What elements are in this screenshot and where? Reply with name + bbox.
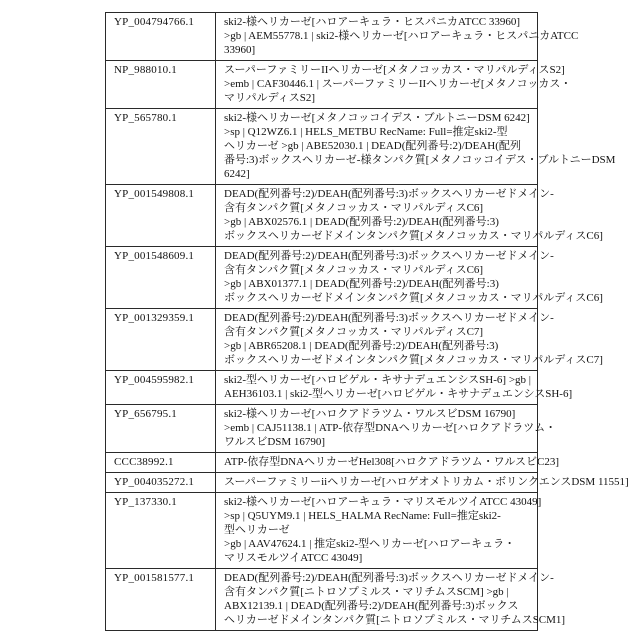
accession-cell bbox=[106, 569, 216, 631]
accession-id: YP_001329359.1 bbox=[114, 312, 195, 324]
accession-cell bbox=[106, 185, 216, 247]
description-line: マリパルディスS2] bbox=[224, 92, 316, 104]
accession-cell bbox=[106, 405, 216, 453]
description-line: >gb | AEM55778.1 | ski2-様ヘリカーゼ[ハロアーキュラ・ヒスパニカATCC bbox=[224, 30, 579, 42]
description-line: >gb | ABR65208.1 | DEAD(配列番号:2)/DEAH(配列番号:3) bbox=[224, 340, 499, 352]
accession-id: NP_988010.1 bbox=[114, 64, 178, 76]
description-cell bbox=[216, 473, 629, 493]
accession-id: YP_004794766.1 bbox=[114, 16, 195, 28]
description-line: 含有タンパク質[メタノコッカス・マリパルディスC6] bbox=[224, 264, 484, 276]
description-cell bbox=[216, 371, 573, 405]
description-cell bbox=[216, 453, 559, 473]
table-row bbox=[106, 453, 538, 473]
description-line: >sp | Q5UYM9.1 | HELS_HALMA RecName: Full=推定ski2- bbox=[224, 510, 501, 522]
description-cell bbox=[216, 569, 566, 631]
description-line: スーパーファミリーiiヘリカーゼ[ハロゲオメトリカム・ボリンクエンスDSM 11551] bbox=[224, 476, 629, 488]
description-cell bbox=[216, 61, 572, 109]
description-line: スーパーファミリーIIヘリカーゼ[メタノコッカス・マリパルディスS2] bbox=[224, 64, 565, 76]
description-line: DEAD(配列番号:2)/DEAH(配列番号:3)ボックスヘリカーゼドメイン- bbox=[224, 312, 554, 324]
accession-cell bbox=[106, 309, 216, 371]
accession-id: YP_004595982.1 bbox=[114, 374, 195, 386]
accession-id: YP_565780.1 bbox=[114, 112, 178, 124]
sequence-hit-table bbox=[105, 12, 629, 631]
description-line: ski2-様ヘリカーゼ[ハロクアドラツム・ワルスビDSM 16790] bbox=[224, 408, 516, 420]
description-line: ボックスヘリカーゼドメインタンパク質[メタノコッカス・マリパルディスC6] bbox=[224, 292, 603, 304]
description-line: 型ヘリカーゼ bbox=[224, 524, 290, 536]
table-row bbox=[106, 185, 538, 247]
description-cell bbox=[216, 309, 603, 371]
accession-id: YP_001549808.1 bbox=[114, 188, 195, 200]
description-line: >emb | CAF30446.1 | スーパーファミリーIIヘリカーゼ[メタノコッカス・ bbox=[224, 78, 572, 90]
accession-id: YP_001548609.1 bbox=[114, 250, 195, 262]
description-cell bbox=[216, 185, 603, 247]
accession-cell bbox=[106, 371, 216, 405]
accession-cell bbox=[106, 109, 216, 185]
description-line: DEAD(配列番号:2)/DEAH(配列番号:3)ボックスヘリカーゼドメイン- bbox=[224, 250, 554, 262]
table-row bbox=[106, 247, 538, 309]
accession-id: YP_001581577.1 bbox=[114, 572, 195, 584]
description-line: 含有タンパク質[メタノコッカス・マリパルディスC7] bbox=[224, 326, 484, 338]
description-line: ヘリカーゼ >gb | ABE52030.1 | DEAD(配列番号:2)/DEAH(配列 bbox=[224, 140, 521, 152]
description-cell bbox=[216, 405, 557, 453]
accession-cell bbox=[106, 61, 216, 109]
description-line: DEAD(配列番号:2)/DEAH(配列番号:3)ボックスヘリカーゼドメイン- bbox=[224, 572, 554, 584]
accession-cell bbox=[106, 247, 216, 309]
description-line: >emb | CAJ51138.1 | ATP-依存型DNAヘリカーゼ[ハロクアドラツム・ bbox=[224, 422, 557, 434]
description-line: DEAD(配列番号:2)/DEAH(配列番号:3)ボックスヘリカーゼドメイン- bbox=[224, 188, 554, 200]
description-line: 含有タンパク質[ニトロソプミルス・マリチムスSCM] >gb | bbox=[224, 586, 509, 598]
description-line: ski2-様ヘリカーゼ[ハロアーキュラ・ヒスパニカATCC 33960] bbox=[224, 16, 521, 28]
description-line: 33960] bbox=[224, 44, 256, 56]
description-line: ABX12139.1 | DEAD(配列番号:2)/DEAH(配列番号:3)ボックス bbox=[224, 600, 519, 612]
accession-cell bbox=[106, 473, 216, 493]
table-row bbox=[106, 569, 538, 631]
description-line: ski2-型ヘリカーゼ[ハロビゲル・キサナデュエンシスSH-6] >gb | bbox=[224, 374, 531, 386]
description-cell bbox=[216, 109, 616, 185]
table-row bbox=[106, 493, 538, 569]
accession-id: CCC38992.1 bbox=[114, 456, 174, 468]
description-line: >sp | Q12WZ6.1 | HELS_METBU RecName: Full=推定ski2-型 bbox=[224, 126, 508, 138]
description-line: 番号:3)ボックスヘリカーゼ-様タンパク質[メタノコッコイデス・ブルトニーDSM bbox=[224, 154, 616, 166]
description-line: >gb | AAV47624.1 | 推定ski2-型ヘリカーゼ[ハロアーキュラ・ bbox=[224, 538, 516, 550]
accession-id: YP_137330.1 bbox=[114, 496, 178, 508]
description-line: ワルスビDSM 16790] bbox=[224, 436, 326, 448]
accession-id: YP_004035272.1 bbox=[114, 476, 195, 488]
description-cell bbox=[216, 247, 603, 309]
table-row bbox=[106, 405, 538, 453]
description-line: ヘリカーゼドメインタンパク質[ニトロソプミルス・マリチムスSCM1] bbox=[224, 614, 566, 626]
description-line: ボックスヘリカーゼドメインタンパク質[メタノコッカス・マリパルディスC6] bbox=[224, 230, 603, 242]
description-line: >gb | ABX02576.1 | DEAD(配列番号:2)/DEAH(配列番号:3) bbox=[224, 216, 499, 228]
table-row bbox=[106, 13, 538, 61]
table-row bbox=[106, 371, 538, 405]
accession-cell bbox=[106, 453, 216, 473]
description-line: ski2-様ヘリカーゼ[ハロアーキュラ・マリスモルツイATCC 43049] bbox=[224, 496, 542, 508]
description-line: AEH36103.1 | ski2-型ヘリカーゼ[ハロビゲル・キサナデュエンシスSH-6] bbox=[224, 388, 573, 400]
table-row bbox=[106, 309, 538, 371]
description-cell bbox=[216, 13, 579, 61]
table-row bbox=[106, 109, 538, 185]
description-line: ski2-様ヘリカーゼ[メタノコッコイデス・ブルトニーDSM 6242] bbox=[224, 112, 530, 124]
description-line: マリスモルツイATCC 43049] bbox=[224, 552, 363, 564]
accession-cell bbox=[106, 13, 216, 61]
table-row bbox=[106, 473, 538, 493]
description-line: 6242] bbox=[224, 168, 250, 180]
accession-cell bbox=[106, 493, 216, 569]
accession-id: YP_656795.1 bbox=[114, 408, 178, 420]
description-line: ATP-依存型DNAヘリカーゼHel308[ハロクアドラツム・ワルスビC23] bbox=[224, 456, 559, 468]
description-cell bbox=[216, 493, 542, 569]
table-body bbox=[106, 13, 629, 631]
description-line: >gb | ABX01377.1 | DEAD(配列番号:2)/DEAH(配列番号:3) bbox=[224, 278, 499, 290]
description-line: ボックスヘリカーゼドメインタンパク質[メタノコッカス・マリパルディスC7] bbox=[224, 354, 603, 366]
description-line: 含有タンパク質[メタノコッカス・マリパルディスC6] bbox=[224, 202, 484, 214]
table-row bbox=[106, 61, 538, 109]
